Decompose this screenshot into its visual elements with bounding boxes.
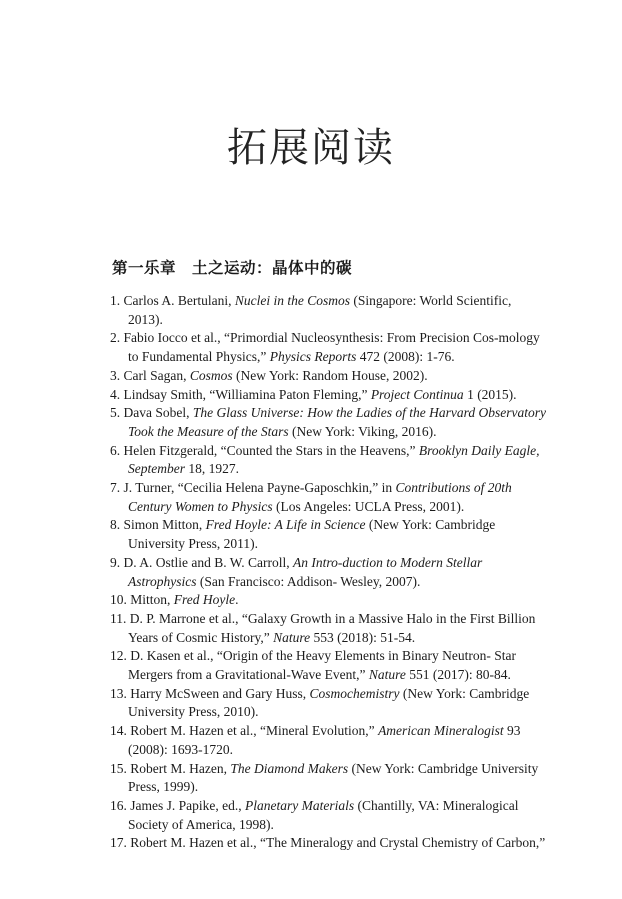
reference-text: J. Turner, “Cecilia Helena Payne-Gaposchkin,” in <box>123 480 396 496</box>
reference-text: D. A. Ostlie and B. W. Carroll, <box>123 554 293 570</box>
reference-work-title: Fred Hoyle: A Life in Science <box>205 517 366 533</box>
reference-number: 3. <box>110 367 124 383</box>
reference-item <box>110 722 548 759</box>
reference-text: Mitton, <box>130 592 174 608</box>
reference-text: 93 (2008): 1693-1720. <box>128 723 521 757</box>
reference-text: James J. Papike, ed., <box>130 797 245 813</box>
reference-work-title: Physics Reports <box>269 349 357 365</box>
reference-work-title: Nature <box>273 629 311 645</box>
chapter-section-heading: 第一乐章 土之运动：晶体中的碳 <box>112 259 353 277</box>
reference-text: Harry McSween and Gary Huss, <box>130 685 310 701</box>
reading-list <box>110 292 548 853</box>
reference-number: 9. <box>110 554 124 570</box>
reference-item <box>110 685 548 722</box>
reference-number: 6. <box>110 442 124 458</box>
reference-text: Robert M. Hazen et al., “The Mineralogy and Crystal Chemistry of Carbon,” <box>130 835 546 851</box>
reference-number: 14. <box>110 723 131 739</box>
reference-text: (New York: Cambridge University Press, 2010). <box>128 685 530 720</box>
reference-number: 4. <box>110 386 124 402</box>
reference-text: Simon Mitton, <box>123 517 206 533</box>
reference-item <box>110 516 548 553</box>
reference-text: Carl Sagan, <box>123 367 190 383</box>
reference-work-title: Planetary Materials <box>244 797 355 813</box>
reference-item <box>110 292 548 329</box>
reference-work-title: The Diamond Makers <box>230 760 349 776</box>
reference-work-title: Project Continua <box>370 386 464 402</box>
reference-number: 16. <box>110 797 131 813</box>
reference-text: Fabio Iocco et al., “Primordial Nucleosynthesis: From Precision Cos-mology to Fundamental Physics,” <box>123 330 540 365</box>
reference-item <box>110 834 548 853</box>
reference-number: 17. <box>110 835 131 851</box>
reference-text: (New York: Random House, 2002). <box>232 367 428 383</box>
reference-item <box>110 367 548 386</box>
reference-work-title: The Glass Universe: How the Ladies of the Harvard Observatory Took the Measure of the Stars <box>128 405 546 439</box>
reference-number: 7. <box>110 480 124 496</box>
reference-number: 12. <box>110 648 131 664</box>
reference-text: Dava Sobel, <box>123 405 193 421</box>
reference-item <box>110 329 548 366</box>
reference-text: Helen Fitzgerald, “Counted the Stars in the Heavens,” <box>123 442 419 458</box>
reference-item <box>110 386 548 405</box>
reference-text: Carlos A. Bertulani, <box>123 293 235 308</box>
page-title: 拓展阅读 <box>227 125 395 171</box>
reference-number: 5. <box>110 405 124 421</box>
reference-text: (Singapore: World Scientific, 2013). <box>128 293 512 327</box>
reference-text: D. P. Marrone et al., “Galaxy Growth in a Massive Halo in the First Billion Years of Cosmic History,” <box>128 610 536 645</box>
reference-item <box>110 554 548 591</box>
reference-text: Robert M. Hazen et al., “Mineral Evolution,” <box>130 723 379 739</box>
reference-item <box>110 591 548 610</box>
reference-item <box>110 797 548 834</box>
reference-item <box>110 479 548 516</box>
reference-work-title: Fred Hoyle <box>173 592 236 608</box>
reference-text: (New York: Cambridge University Press, 2011). <box>128 517 496 552</box>
reference-text: (Chantilly, VA: Mineralogical Society of America, 1998). <box>128 797 519 832</box>
reference-text: . <box>235 592 239 608</box>
reference-item <box>110 442 548 479</box>
reference-text: Lindsay Smith, “Williamina Paton Fleming,” <box>123 386 371 402</box>
reference-number: 13. <box>110 685 131 701</box>
reference-item <box>110 610 548 647</box>
reference-text: Robert M. Hazen, <box>130 760 231 776</box>
reference-number: 8. <box>110 517 124 533</box>
reference-text: (San Francisco: Addison- Wesley, 2007). <box>196 573 421 589</box>
reference-text: 551 (2017): 80-84. <box>405 667 511 683</box>
reference-work-title: American Mineralogist <box>378 723 504 739</box>
reference-work-title: Contributions of 20th Century Women to Physics <box>128 480 512 514</box>
reference-text: 1 (2015). <box>463 386 517 402</box>
reference-number: 15. <box>110 760 131 776</box>
reference-text: D. Kasen et al., “Origin of the Heavy Elements in Binary Neutron- Star Mergers from a Gravitational-Wave Event,” <box>128 648 517 683</box>
reference-work-title: An Intro-duction to Modern Stellar Astrophysics <box>128 554 483 589</box>
reference-text: (Los Angeles: UCLA Press, 2001). <box>272 498 465 514</box>
reference-text: (New York: Cambridge University Press, 1999). <box>128 760 539 795</box>
reference-work-title: Nature <box>368 667 406 683</box>
reference-number: 10. <box>110 592 131 608</box>
reference-number: 2. <box>110 330 124 346</box>
reference-item <box>110 404 548 441</box>
reference-text: 472 (2008): 1-76. <box>356 349 455 365</box>
reference-work-title: Cosmochemistry <box>309 685 400 701</box>
reference-number: 11. <box>110 610 130 626</box>
reference-work-title: Nuclei in the Cosmos <box>234 293 350 308</box>
reference-work-title: Brooklyn Daily Eagle, September <box>128 442 540 477</box>
reference-text: 553 (2018): 51-54. <box>310 629 416 645</box>
reference-text: (New York: Viking, 2016). <box>288 423 437 439</box>
reference-item <box>110 647 548 684</box>
reference-text: 18, 1927. <box>184 461 239 477</box>
reference-number: 1. <box>110 293 124 308</box>
reference-work-title: Cosmos <box>189 367 233 383</box>
reference-item <box>110 760 548 797</box>
